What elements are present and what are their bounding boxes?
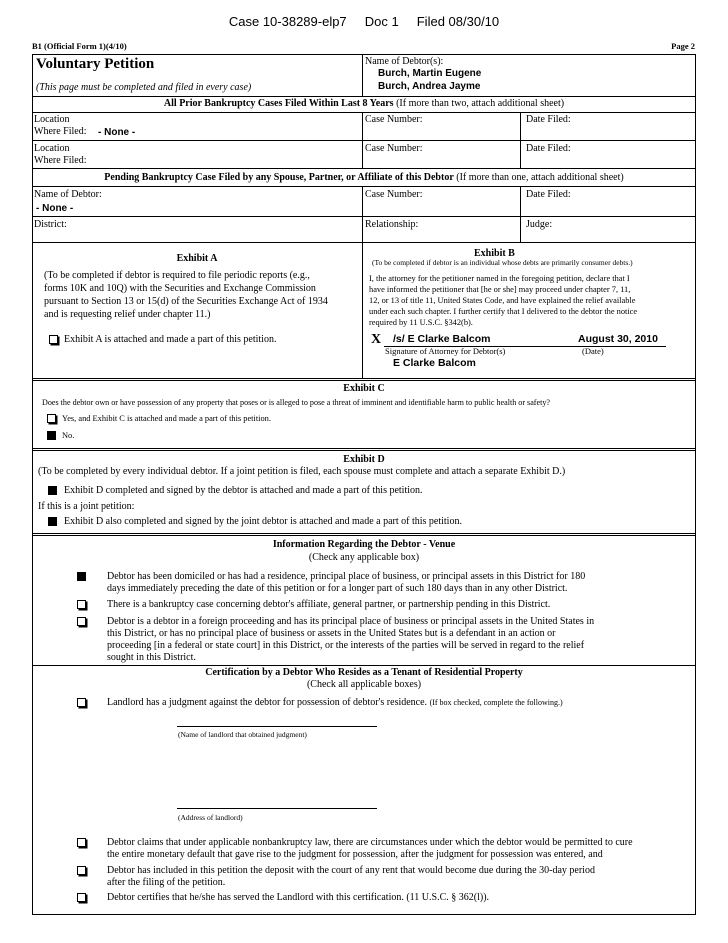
prior-case-number-label-2: Case Number: <box>365 143 423 154</box>
prior-where-filed-label-1: Where Filed: <box>34 126 87 137</box>
debtor-name-1: Burch, Martin Eugene <box>378 68 482 79</box>
tenant-item-4: Debtor certifies that he/she has served the Landlord with this certification. (11 U.S.C. § 362(l)). <box>107 892 490 903</box>
exhibit-c-no-label: No. <box>62 431 75 440</box>
exhibit-b-line-2: have informed the petitioner that [he or she] may proceed under chapter 7, 11, <box>369 285 631 294</box>
exhibit-c-no-checkbox[interactable] <box>47 431 56 440</box>
tenant-item-4-checkbox[interactable] <box>77 893 86 902</box>
prior-date-filed-label-1: Date Filed: <box>526 114 571 125</box>
tenant-item-1-checkbox[interactable] <box>77 698 86 707</box>
tenant-heading: Certification by a Debtor Who Resides as a Tenant of Residential Property <box>205 667 523 678</box>
prior-where-filed-value-1: - None - <box>98 127 136 138</box>
prior-date-filed-label-2: Date Filed: <box>526 143 571 154</box>
attorney-signature: /s/ E Clarke Balcom <box>393 333 491 345</box>
pending-name-label: Name of Debtor: <box>34 189 102 200</box>
tenant-item-3-line-2: after the filing of the petition. <box>107 877 226 888</box>
venue-item-3-line-3: proceeding [in a federal or state court] in this District, or the interests of the parties will be served in regard to the relief <box>107 640 585 651</box>
signature-caption: Signature of Attorney for Debtor(s) <box>385 346 506 356</box>
exhibit-c-heading: Exhibit C <box>343 383 385 394</box>
venue-item-1-line-1: Debtor has been domiciled or has had a residence, principal place of business, or principal assets in this District for 180 <box>107 571 586 582</box>
landlord-address-line <box>177 808 377 809</box>
venue-subheading: (Check any applicable box) <box>308 552 420 563</box>
tenant-item-3-checkbox[interactable] <box>77 866 86 875</box>
venue-item-3-line-4: sought in this District. <box>107 652 196 663</box>
tenant-item-2-checkbox[interactable] <box>77 838 86 847</box>
pending-name-value: - None - <box>36 203 74 214</box>
exhibit-b-heading: Exhibit B <box>474 248 515 259</box>
tenant-item-1: Landlord has a judgment against the debtor for possession of debtor's residence. (If box checked, complete the following.) <box>107 697 563 708</box>
date-caption: (Date) <box>582 346 604 356</box>
exhibit-b-subheading: (To be completed if debtor is an individual whose debts are primarily consumer debts.) <box>372 258 633 267</box>
exhibit-a-line-2: forms 10K and 10Q) with the Securities and Exchange Commission <box>44 283 316 294</box>
venue-item-1-line-2: days immediately preceding the date of this petition or for a longer part of such 180 days than in any other District. <box>107 583 568 594</box>
exhibit-a-heading: Exhibit A <box>176 253 218 264</box>
prior-location-label-1: Location <box>34 114 70 125</box>
tenant-item-2-line-1: Debtor claims that under applicable nonbankruptcy law, there are circumstances under which the debtor would be permitted to cure <box>107 837 633 848</box>
prior-cases-heading: All Prior Bankruptcy Cases Filed Within Last 8 Years (If more than two, attach additional sheet) <box>163 98 565 109</box>
exhibit-a-checkbox[interactable] <box>49 335 58 344</box>
pending-case-number-label: Case Number: <box>365 189 423 200</box>
exhibit-d-option-2-label: Exhibit D also completed and signed by the joint debtor is attached and made a part of this petition. <box>64 516 462 527</box>
exhibit-b-line-3: 12, or 13 of title 11, United States Code, and have explained the relief available <box>369 296 636 305</box>
exhibit-a-line-1: (To be completed if debtor is required to file periodic reports (e.g., <box>44 270 310 281</box>
debtor-name-2: Burch, Andrea Jayme <box>378 81 481 92</box>
prior-location-label-2: Location <box>34 143 70 154</box>
exhibit-b-line-5: required by 11 U.S.C. §342(b). <box>369 318 473 327</box>
tenant-item-2-line-2: the entire monetary default that gave rise to the judgment for possession, after the judgment for possession was entered, and <box>107 849 603 860</box>
exhibit-c-yes-checkbox[interactable] <box>47 414 56 423</box>
exhibit-d-heading: Exhibit D <box>343 454 385 465</box>
exhibit-b-line-1: I, the attorney for the petitioner named in the foregoing petition, declare that I <box>369 274 630 283</box>
exhibit-c-yes-label: Yes, and Exhibit C is attached and made a part of this petition. <box>62 414 271 423</box>
form-id: B1 (Official Form 1)(4/10) <box>32 41 127 51</box>
venue-item-3-line-1: Debtor is a debtor in a foreign proceeding and has its principal place of business or principal assets in the United States in <box>107 616 595 627</box>
exhibit-a-line-4: and is requesting relief under chapter 11.) <box>44 309 211 320</box>
exhibit-a-checkbox-label: Exhibit A is attached and made a part of this petition. <box>64 334 277 345</box>
debtor-names-label: Name of Debtor(s): <box>365 56 444 67</box>
landlord-name-caption: (Name of landlord that obtained judgment) <box>178 730 307 739</box>
signature-date: August 30, 2010 <box>578 333 658 345</box>
signature-x-mark: X <box>371 332 382 347</box>
exhibit-d-joint-label: If this is a joint petition: <box>38 501 135 512</box>
title-note: (This page must be completed and filed in every case) <box>36 82 252 93</box>
tenant-subheading: (Check all applicable boxes) <box>306 679 422 690</box>
pending-judge-label: Judge: <box>526 219 553 230</box>
case-header: Case 10-38289-elp7 Doc 1 Filed 08/30/10 <box>228 14 500 29</box>
page-title: Voluntary Petition <box>36 56 155 72</box>
exhibit-c-question: Does the debtor own or have possession of any property that poses or is alleged to pose a threat of imminent and identifiable harm to public health or safety? <box>42 398 550 407</box>
exhibit-d-instruction: (To be completed by every individual debtor. If a joint petition is filed, each spouse must complete and attach a separate Exhibit D.) <box>38 466 566 477</box>
exhibit-d-option-1-label: Exhibit D completed and signed by the debtor is attached and made a part of this petition. <box>64 485 423 496</box>
exhibit-d-option-2-checkbox[interactable] <box>48 517 57 526</box>
prior-where-filed-label-2: Where Filed: <box>34 155 87 166</box>
pending-date-filed-label: Date Filed: <box>526 189 571 200</box>
venue-item-3-checkbox[interactable] <box>77 617 86 626</box>
exhibit-a-line-3: pursuant to Section 13 or 15(d) of the Securities Exchange Act of 1934 <box>44 296 328 307</box>
venue-heading: Information Regarding the Debtor - Venue <box>272 539 456 550</box>
page-label: Page 2 <box>671 41 695 51</box>
pending-heading: Pending Bankruptcy Case Filed by any Spouse, Partner, or Affiliate of this Debtor (If more than one, attach additional sheet) <box>104 172 624 183</box>
exhibit-b-line-4: under each such chapter. I further certify that I delivered to the debtor the notice <box>369 307 638 316</box>
landlord-address-caption: (Address of landlord) <box>178 813 243 822</box>
prior-case-number-label-1: Case Number: <box>365 114 423 125</box>
venue-item-1-checkbox[interactable] <box>77 572 86 581</box>
venue-item-2-checkbox[interactable] <box>77 600 86 609</box>
tenant-item-3-line-1: Debtor has included in this petition the deposit with the court of any rent that would become due during the 30-day period <box>107 865 595 876</box>
pending-relationship-label: Relationship: <box>365 219 419 230</box>
attorney-name: E Clarke Balcom <box>393 357 476 369</box>
exhibit-d-option-1-checkbox[interactable] <box>48 486 57 495</box>
venue-item-3-line-2: this District, or has no principal place of business or assets in the United States but is a defendant in an action or <box>107 628 556 639</box>
pending-district-label: District: <box>34 219 67 230</box>
landlord-name-line <box>177 726 377 727</box>
venue-item-2: There is a bankruptcy case concerning debtor's affiliate, general partner, or partnership pending in this District. <box>107 599 551 610</box>
